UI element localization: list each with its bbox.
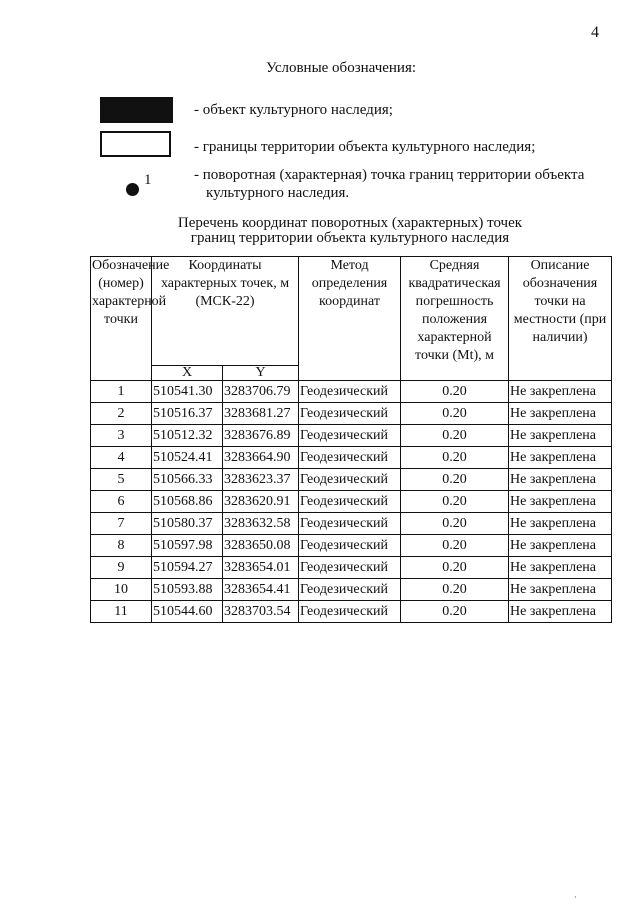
table-row <box>91 513 612 535</box>
legend-item-turning-point-line2: культурного наследия. <box>206 185 350 201</box>
cell-method: Геодезический <box>299 381 401 403</box>
table-title-line1: Перечень координат поворотных (характерных) точек <box>177 215 523 231</box>
table-row <box>91 601 612 623</box>
cell-error: 0.20 <box>401 381 509 403</box>
cell-method: Геодезический <box>299 491 401 513</box>
cell-description: Не закреплена <box>509 381 612 403</box>
header-y: Y <box>223 366 299 381</box>
cell-method: Геодезический <box>299 403 401 425</box>
cell-number: 8 <box>91 535 152 557</box>
cell-y: 3283681.27 <box>223 403 299 425</box>
cell-x: 510593.88 <box>152 579 223 601</box>
cell-description: Не закреплена <box>509 447 612 469</box>
cell-error: 0.20 <box>401 491 509 513</box>
cell-description: Не закреплена <box>509 491 612 513</box>
cell-description: Не закреплена <box>509 513 612 535</box>
table-row <box>91 491 612 513</box>
cell-error: 0.20 <box>401 579 509 601</box>
point-marker-icon <box>126 183 139 196</box>
table-row <box>91 557 612 579</box>
table-row <box>91 403 612 425</box>
scan-dot: · <box>574 893 577 902</box>
cell-method: Геодезический <box>299 601 401 623</box>
cell-y: 3283706.79 <box>223 381 299 403</box>
table-title <box>130 216 570 246</box>
point-marker-label: 1 <box>144 172 152 188</box>
outline-rectangle-icon <box>100 131 171 157</box>
filled-rectangle-icon <box>100 97 173 123</box>
cell-number: 6 <box>91 491 152 513</box>
cell-x: 510544.60 <box>152 601 223 623</box>
cell-error: 0.20 <box>401 535 509 557</box>
cell-number: 9 <box>91 557 152 579</box>
cell-error: 0.20 <box>401 513 509 535</box>
table-row <box>91 469 612 491</box>
cell-y: 3283632.58 <box>223 513 299 535</box>
cell-error: 0.20 <box>401 403 509 425</box>
cell-y: 3283650.08 <box>223 535 299 557</box>
legend-item-territory-boundary: - границы территории объекта культурного наследия; <box>194 139 536 155</box>
cell-x: 510566.33 <box>152 469 223 491</box>
cell-number: 11 <box>91 601 152 623</box>
cell-x: 510516.37 <box>152 403 223 425</box>
coordinates-table <box>90 256 612 623</box>
cell-number: 5 <box>91 469 152 491</box>
cell-number: 4 <box>91 447 152 469</box>
cell-method: Геодезический <box>299 513 401 535</box>
header-x: X <box>152 366 223 381</box>
legend-item-turning-point <box>194 166 614 202</box>
table-row <box>91 381 612 403</box>
cell-description: Не закреплена <box>509 469 612 491</box>
table-title-line2: границ территории объекта культурного наследия <box>190 230 510 246</box>
header-description: Описание обозначения точки на местности (при наличии) <box>509 257 612 381</box>
cell-method: Геодезический <box>299 579 401 601</box>
cell-x: 510597.98 <box>152 535 223 557</box>
cell-error: 0.20 <box>401 469 509 491</box>
cell-number: 7 <box>91 513 152 535</box>
cell-y: 3283654.01 <box>223 557 299 579</box>
cell-error: 0.20 <box>401 425 509 447</box>
header-point-number: Обозначение (номер) характерной точки <box>91 257 152 381</box>
cell-method: Геодезический <box>299 469 401 491</box>
cell-x: 510512.32 <box>152 425 223 447</box>
cell-number: 1 <box>91 381 152 403</box>
cell-error: 0.20 <box>401 447 509 469</box>
cell-x: 510568.86 <box>152 491 223 513</box>
cell-method: Геодезический <box>299 447 401 469</box>
cell-description: Не закреплена <box>509 601 612 623</box>
cell-x: 510580.37 <box>152 513 223 535</box>
cell-number: 2 <box>91 403 152 425</box>
cell-description: Не закреплена <box>509 579 612 601</box>
cell-y: 3283654.41 <box>223 579 299 601</box>
cell-number: 3 <box>91 425 152 447</box>
cell-y: 3283664.90 <box>223 447 299 469</box>
table-row <box>91 535 612 557</box>
cell-y: 3283623.37 <box>223 469 299 491</box>
legend-item-heritage-object: - объект культурного наследия; <box>194 102 393 118</box>
legend-item-turning-point-line1: - поворотная (характерная) точка границ территории объекта <box>194 167 585 183</box>
cell-x: 510594.27 <box>152 557 223 579</box>
cell-method: Геодезический <box>299 425 401 447</box>
cell-method: Геодезический <box>299 557 401 579</box>
cell-y: 3283620.91 <box>223 491 299 513</box>
cell-x: 510541.30 <box>152 381 223 403</box>
cell-description: Не закреплена <box>509 425 612 447</box>
cell-number: 10 <box>91 579 152 601</box>
cell-y: 3283676.89 <box>223 425 299 447</box>
header-coordinates: Координаты характерных точек, м (МСК-22) <box>152 257 299 366</box>
cell-description: Не закреплена <box>509 403 612 425</box>
table-row <box>91 425 612 447</box>
page-number: 4 <box>591 24 599 41</box>
legend-title: Условные обозначения: <box>266 60 417 76</box>
cell-method: Геодезический <box>299 535 401 557</box>
cell-error: 0.20 <box>401 601 509 623</box>
header-error: Средняя квадратическая погрешность положения характерной точки (Mt), м <box>401 257 509 381</box>
cell-y: 3283703.54 <box>223 601 299 623</box>
cell-x: 510524.41 <box>152 447 223 469</box>
cell-error: 0.20 <box>401 557 509 579</box>
table-row <box>91 579 612 601</box>
header-method: Метод определения координат <box>299 257 401 381</box>
cell-description: Не закреплена <box>509 557 612 579</box>
table-row <box>91 447 612 469</box>
cell-description: Не закреплена <box>509 535 612 557</box>
